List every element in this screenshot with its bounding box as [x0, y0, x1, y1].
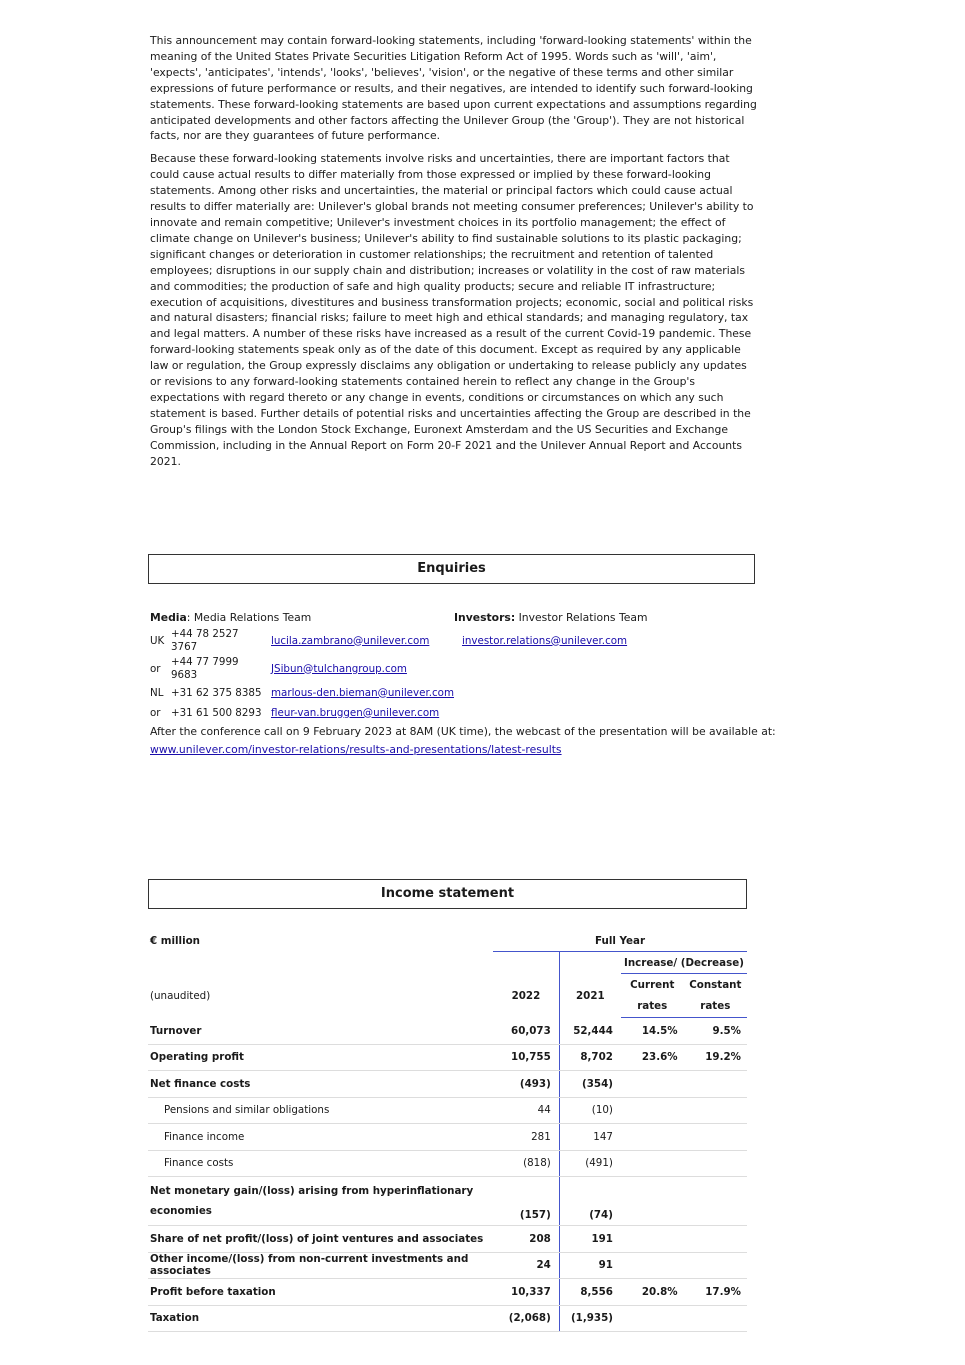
- row-label: [148, 1177, 493, 1226]
- value-2021: 91: [559, 1252, 621, 1279]
- change-constant: 17.9%: [684, 1279, 747, 1306]
- full-year-header: Full Year: [493, 931, 747, 952]
- table-row: [148, 1226, 747, 1253]
- unaudited-label: (unaudited): [150, 989, 211, 1002]
- contact-row: [150, 683, 627, 703]
- change-constant: 19.2%: [684, 1044, 747, 1071]
- phone-number: +31 62 375 8385: [171, 686, 262, 699]
- contact-row: [150, 655, 627, 683]
- value-2022: 10,337: [493, 1279, 559, 1306]
- row-label-line-1: Net monetary gain/(loss) arising from hyperinflationary: [150, 1185, 474, 1197]
- year-2021-header: 2021: [576, 989, 605, 1002]
- country-code: or: [150, 662, 161, 675]
- value-2022: (818): [493, 1150, 559, 1177]
- contact-row: [150, 627, 627, 655]
- row-label: Finance costs: [148, 1150, 493, 1177]
- investors-label: Investors:: [454, 611, 516, 624]
- email-link[interactable]: fleur-van.bruggen@unilever.com: [271, 706, 440, 719]
- webcast-notice: After the conference call on 9 February 2023 at 8AM (UK time), the webcast of the presentation will be available at:: [150, 725, 776, 738]
- row-label: Turnover: [148, 1018, 493, 1045]
- contacts-table: [150, 627, 627, 723]
- media-team: : Media Relations Team: [186, 611, 312, 624]
- disclaimer-paragraph-1: This announcement may contain forward-looking statements, including 'forward-looking statements' within the meaning of the United States Private Securities Litigation Reform Act of 1995. Words such as 'will', 'aim', 'expects', 'anticipates', 'intends', 'looks', 'believes', 'vision', or the negative of these terms and other similar expressions of future performance or results, and their negatives, are intended to identify such forward-looking statements. These forward-looking statements are based upon current expectations and assumptions regarding anticipated developments and other factors affecting the Unilever Group (the 'Group'). They are not historical facts, nor are they guarantees of future performance.: [150, 34, 757, 143]
- value-2021: (1,935): [559, 1305, 621, 1332]
- enquiries-heading: Enquiries: [148, 554, 755, 584]
- value-2022: (157): [493, 1177, 559, 1226]
- row-label: Share of net profit/(loss) of joint ventures and associates: [148, 1226, 493, 1253]
- income-statement-heading: Income statement: [148, 879, 747, 909]
- value-2022: 60,073: [493, 1018, 559, 1045]
- media-contact-heading: [150, 611, 311, 624]
- change-current: 14.5%: [621, 1018, 684, 1045]
- row-label: Finance income: [148, 1124, 493, 1151]
- row-label: Pensions and similar obligations: [148, 1097, 493, 1124]
- value-2022: (2,068): [493, 1305, 559, 1332]
- value-2022: 10,755: [493, 1044, 559, 1071]
- table-row: [148, 1177, 747, 1226]
- income-statement-table: [148, 931, 747, 1332]
- table-row: [148, 1071, 747, 1098]
- row-label: Operating profit: [148, 1044, 493, 1071]
- value-2022: (493): [493, 1071, 559, 1098]
- phone-number: +44 77 7999 9683: [171, 656, 239, 681]
- investor-email-link[interactable]: investor.relations@unilever.com: [462, 634, 628, 647]
- investors-contact-heading: [454, 611, 648, 624]
- change-current: 23.6%: [621, 1044, 684, 1071]
- current-rates-header: Current: [630, 978, 675, 991]
- country-code: or: [150, 706, 161, 719]
- table-row: [148, 1279, 747, 1306]
- change-current: 20.8%: [621, 1279, 684, 1306]
- value-2021: 8,702: [559, 1044, 621, 1071]
- constant-rates-header: Constant: [689, 978, 742, 991]
- table-row: [148, 1150, 747, 1177]
- table-row: [148, 1044, 747, 1071]
- table-row: [148, 1018, 747, 1045]
- table-row: [148, 1124, 747, 1151]
- value-2021: (74): [559, 1177, 621, 1226]
- increase-decrease-header: Increase/ (Decrease): [621, 952, 747, 974]
- table-header-row: [148, 974, 747, 996]
- constant-rates-subheader: rates: [684, 995, 747, 1018]
- row-label: Other income/(loss) from non-current investments and associates: [148, 1252, 493, 1279]
- row-label: Taxation: [148, 1305, 493, 1332]
- value-2021: 52,444: [559, 1018, 621, 1045]
- media-label: Media: [150, 611, 187, 624]
- phone-number: +31 61 500 8293: [171, 706, 262, 719]
- email-link[interactable]: JSibun@tulchangroup.com: [271, 662, 407, 675]
- phone-number: +44 78 2527 3767: [171, 628, 239, 653]
- value-2022: 44: [493, 1097, 559, 1124]
- table-header-row: [148, 952, 747, 974]
- country-code: NL: [150, 686, 164, 699]
- unit-label: € million: [150, 935, 201, 948]
- value-2021: 191: [559, 1226, 621, 1253]
- value-2021: 147: [559, 1124, 621, 1151]
- current-rates-subheader: rates: [621, 995, 684, 1018]
- change-constant: 9.5%: [684, 1018, 747, 1045]
- table-row: [148, 1097, 747, 1124]
- value-2021: (10): [559, 1097, 621, 1124]
- investors-team: Investor Relations Team: [515, 611, 648, 624]
- disclaimer-paragraph-2: Because these forward-looking statements involve risks and uncertainties, there are important factors that could cause actual results to differ materially from those expressed or implied by these forward-looking statements. Among other risks and uncertainties, the material or principal factors which could cause actual results to differ materially are: Unilever's global brands not meeting consumer preferences; Unilever's ability to innovate and remain competitive; Unilever's investment choices in its portfolio management; the effect of climate change on Unilever's business; Unilever's ability to find sustainable solutions to its plastic packaging; significant changes or deterioration in customer relationships; the recruitment and retention of talented employees; disruptions in our supply chain and distribution; increases or volatility in the cost of raw materials and commodities; the production of safe and high quality products; secure and reliable IT infrastructure; execution of acquisitions, divestitures and business transformation projects; economic, social and political risks and natural disasters; financial risks; failure to meet high and ethical standards; and managing regulatory, tax and legal matters. A number of these risks have increased as a result of the current Covid-19 pandemic. These forward-looking statements speak only as of the date of this document. Except as required by any applicable law or regulation, the Group expressly disclaims any obligation or undertaking to release publicly any updates or revisions to any forward-looking statements contained herein to reflect any change in the Group's expectations with regard thereto or any change in events, conditions or circumstances on which any such statement is based. Further details of potential risks and uncertainties affecting the Group are described in the Group's filings with the London Stock Exchange, Euronext Amsterdam and the US Securities and Exchange Commission, including in the Annual Report on Form 20-F 2021 and the Unilever Annual Report and Accounts 2021.: [150, 152, 754, 468]
- country-code: UK: [150, 634, 165, 647]
- row-label-line-2: economies: [150, 1205, 212, 1217]
- table-header-row: [148, 931, 747, 952]
- webcast-link[interactable]: www.unilever.com/investor-relations/results-and-presentations/latest-results: [150, 743, 562, 756]
- year-2022-header: 2022: [493, 974, 559, 1018]
- value-2022: 208: [493, 1226, 559, 1253]
- value-2021: (491): [559, 1150, 621, 1177]
- table-row: [148, 1252, 747, 1279]
- table-row: [148, 1305, 747, 1332]
- value-2022: 281: [493, 1124, 559, 1151]
- value-2021: (354): [559, 1071, 621, 1098]
- forward-looking-disclaimer: [150, 33, 757, 476]
- value-2022: 24: [493, 1252, 559, 1279]
- value-2021: 8,556: [559, 1279, 621, 1306]
- row-label: Profit before taxation: [148, 1279, 493, 1306]
- contact-row: [150, 703, 627, 723]
- email-link[interactable]: marlous-den.bieman@unilever.com: [271, 686, 454, 699]
- row-label: Net finance costs: [148, 1071, 493, 1098]
- email-link[interactable]: lucila.zambrano@unilever.com: [271, 634, 430, 647]
